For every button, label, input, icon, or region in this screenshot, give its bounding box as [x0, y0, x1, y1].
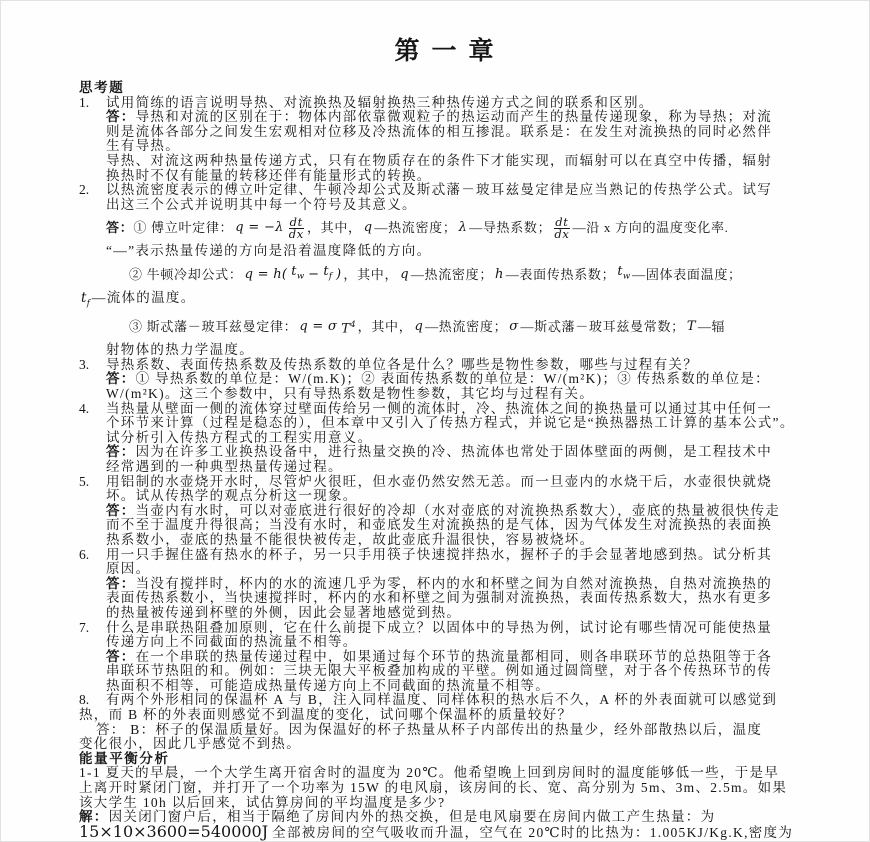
math-run: h [495, 266, 504, 282]
text-run: —热流密度； [374, 220, 457, 236]
text-run: 热面积不相等，可能造成热量传递方向上不同截面的热流量不相等。 [106, 677, 550, 693]
text-run: 全部被房间的空气吸收而升温，空气在 20℃时的比热为：1.005KJ/Kg.K,密度为 [272, 824, 794, 840]
text-run: —表面传热系数； [505, 266, 616, 282]
text-run: 导热系数、表面传热系数及传热系数的单位各是什么？哪些是物性参数，哪些与过程有关？ [106, 356, 698, 372]
text-run: 个环节来计算（过程是稳态的），但本章中又引入了传热方程式，并说它是“换热器热工计算的基本公式”。 [106, 415, 795, 431]
question-line [79, 693, 821, 708]
text-line [79, 591, 821, 606]
text-run: 原因。 [106, 561, 151, 577]
text-run: —热流密度； [425, 318, 508, 334]
section-heading [79, 81, 821, 96]
text-run: 生有导热。 [106, 138, 180, 154]
text-line [79, 291, 821, 311]
text-run: 答： B：杯子的保温质量好。因为保温好的杯子热量从杯子内部传出的热量少，经外部散热以后，温度 [96, 721, 763, 737]
chapter-title: 第一章 [394, 38, 506, 65]
text-run: 导热、对流这两种热量传递方式，只有在物质存在的条件下才能实现，而辐射可以在真空中传播，辐射 [106, 152, 772, 168]
text-run: —流体的温度。 [91, 289, 196, 305]
page-content [79, 31, 821, 840]
bold-label: 答： [106, 220, 134, 236]
math-run: ) [336, 266, 342, 282]
text-run: 串联环节热阻的和。例如：三块无限大平板叠加构成的平壁。例如通过圆筒壁，对于各个传热环节的传 [106, 663, 772, 679]
text-line [79, 198, 821, 213]
text-line [79, 169, 821, 184]
bold-label: 答： [106, 575, 136, 591]
text-run: 什么是串联热阻叠加原则，它在什么前提下成立？以固体中的导热为例，试讨论有哪些情况可能使热量 [106, 619, 772, 635]
text-line [79, 518, 821, 533]
text-line [79, 460, 821, 475]
text-run: 思考题 [79, 80, 125, 95]
text-line [79, 533, 821, 548]
bold-label: 答： [106, 648, 136, 664]
text-line [79, 635, 821, 650]
text-run: 1-1 夏天的早晨，一个大学生离开宿舍时的温度为 20℃。他希望晚上回到房间时的温度能够低一些，于是早 [79, 765, 780, 781]
question-line [79, 621, 821, 636]
text-run: 出这三个公式并说明其中每一个符号及其意义。 [106, 196, 417, 212]
text-run: 在一个串联的热量传递过程中，如果通过每个环节的热流量都相同，则各串联环节的总热阻等于各 [135, 648, 773, 664]
math-run: q [414, 318, 424, 334]
text-run: 的热量被传递到杯壁的外侧，因此会显著地感觉到热。 [106, 604, 462, 620]
text-run: —辐 [697, 318, 726, 334]
text-line [79, 606, 821, 621]
text-run: W/(m²K)。这三个参数中，只有导热系数是物性参数，其它均与过程有关。 [106, 386, 595, 401]
text-line [79, 313, 821, 341]
text-line [79, 664, 821, 679]
question-number: 1. [79, 94, 90, 110]
text-run: ，其中， [306, 220, 362, 236]
text-run: 因关闭门窗户后，相当于隔绝了房间内外的热交换，但是电风扇要在房间内做工产生热量：为 [108, 809, 716, 825]
text-run: 上离开时紧闭门窗，并打开了一个功率为 15W 的电风扇，该房间的长、宽、高分别为 5m、3m、2.5m。如果 [79, 780, 788, 796]
text-run: 导热和对流的区别在于：物体内部依靠微观粒子的热运动而产生的热量传递现象，称为导热；对流 [135, 109, 773, 125]
bold-label: 答： [106, 371, 136, 387]
text-run: —导热系数； [469, 220, 552, 236]
bold-label: 答： [106, 444, 136, 460]
math-run: q = −λ [235, 220, 284, 236]
text-run: 换热时不仅有能量的转移还伴有能量形式的转换。 [106, 167, 432, 183]
question-number: 4. [79, 400, 90, 416]
math-run: − [308, 266, 320, 282]
text-run: “—”表示热量传递的方向是沿着温度降低的方向。 [106, 243, 432, 259]
text-line [79, 343, 821, 358]
text-line [79, 372, 821, 387]
text-line [79, 214, 821, 242]
math-run: σ [509, 318, 519, 334]
text-run: 能量平衡分析 [79, 750, 170, 766]
math-run: q [363, 220, 373, 236]
text-run: 用一只手握住盛有热水的杯子，另一只手用筷子快速搅拌热水，握杯子的手会显著地感到热。试分析其 [106, 546, 772, 562]
math-subscript: $t_w$ [291, 264, 305, 282]
math-subscript: $t_f$ [81, 289, 90, 309]
text-line [79, 261, 821, 289]
math-expression: 15×10×3600=540000J [79, 821, 269, 841]
fraction: $\frac{dt}{dx}$ [554, 214, 570, 241]
text-line [79, 139, 821, 154]
text-line [79, 708, 821, 723]
math-run: T [686, 318, 696, 334]
text-line [79, 489, 821, 504]
question-line [79, 96, 821, 111]
text-line [79, 125, 821, 140]
question-line [79, 183, 821, 198]
text-run: 表面传热系数小，当快速搅拌时，杯内的水和杯壁之间为强制对流换热，表面传热系数大，热水有更多 [106, 590, 772, 606]
fraction: $\frac{dt}{dx}$ [288, 214, 304, 241]
text-line [79, 445, 821, 460]
math-run: q = h( [244, 266, 288, 282]
text-run: ① 傅立叶定律： [133, 220, 234, 236]
text-line [79, 387, 821, 402]
text-run: 而不至于温度升得很高；当没有水时，和壶底发生对流换热的是气体，因为气体发生对流换热的表面换 [106, 517, 772, 533]
text-run: 当壶内有水时，可以对壶底进行很好的冷却（水对壶底的对流换热系数大），壶底的热量被很快传走 [135, 502, 781, 518]
text-run: 当热量从壁面一侧的流体穿过壁面传给另一侧的流体时，冷、热流体之间的换热量可以通过其中任何一 [106, 400, 772, 416]
text-run: 热，而 B 杯的外表面则感觉不到温度的变化，试问哪个保温杯的质量较好？ [79, 707, 573, 723]
math-run: q = σ [299, 318, 338, 334]
bold-label: 答： [106, 502, 136, 518]
bold-label: 解： [79, 809, 109, 825]
text-run: 当没有搅拌时，杯内的水的流速几乎为零，杯内的水和杯壁之间为自然对流换热，自热对流换热的 [135, 575, 773, 591]
math-run: q [400, 266, 409, 282]
text-run: —热流密度； [410, 266, 494, 282]
text-line [79, 766, 821, 781]
math-subscript: $t_f$ [323, 264, 332, 282]
text-run: 传递方向上不同截面的热流量不相等。 [106, 634, 358, 650]
text-run: —固体表面温度； [632, 266, 742, 282]
text-run: —斯忒藩－玻耳兹曼常数； [520, 318, 685, 334]
text-line [79, 562, 821, 577]
text-run: —沿 x 方向的温度变化率. [572, 220, 729, 236]
text-run: 试分析引入传热方程式的工程实用意义。 [106, 429, 373, 445]
text-run: 变化很小，因此几乎感觉不到热。 [79, 736, 301, 752]
text-run: 因为在许多工业换热设备中，进行热量交换的冷、热流体也常处于固体壁面的两侧，是工程技术中 [135, 444, 773, 460]
question-number: 7. [79, 619, 90, 635]
text-run: 射物体的热力学温度。 [106, 342, 254, 358]
text-line [79, 110, 821, 125]
question-line [79, 402, 821, 417]
document-body [79, 81, 821, 840]
text-run: ，其中， [357, 318, 413, 334]
bold-label: 答： [106, 109, 136, 125]
text-run: 试用简练的语言说明导热、对流换热及辐射换热三种热传递方式之间的联系和区别。 [106, 94, 654, 110]
text-run: 用铝制的水壶烧开水时，尽管炉火很旺，但水壶仍然安然无恙。而一旦壶内的水烧干后，水壶很快就烧 [106, 473, 772, 489]
text-run: 热系数小，壶底的热量不能很快被传走，故此壶底升温很快，容易被烧坏。 [106, 531, 595, 547]
text-line [79, 154, 821, 169]
text-run: 经常遇到的一种典型热量传递过程。 [106, 458, 343, 474]
text-line [79, 781, 821, 796]
math-run: λ [458, 220, 468, 236]
text-run: 则是流体各部分之间发生宏观相对位移及冷热流体的相互掺混。联系是：在发生对流换热的同时必然伴 [106, 123, 772, 139]
text-run: 坏。试从传热学的观点分析这一现象。 [106, 488, 358, 504]
math-subscript: $t_w$ [617, 264, 631, 282]
text-run: 该大学生 10h 以后回来，试估算房间的平均温度是多少? [79, 794, 446, 810]
text-run: 以热流密度表示的傅立叶定律、牛顿冷却公式及斯忒藩－玻耳兹曼定律是应当熟记的传热学公式。试写 [106, 182, 772, 198]
question-number: 5. [79, 473, 90, 489]
question-line [79, 475, 821, 490]
text-run: ② 牛顿冷却公式： [129, 266, 243, 282]
text-run: ③ 斯忒藩－玻耳兹曼定律： [129, 318, 298, 334]
text-run: ① 导热系数的单位是：W/(m.K)；② 表面传热系数的单位是：W/(m²K)；③ 传热系数的单位是： [135, 371, 770, 387]
question-number: 8. [79, 692, 90, 708]
question-number: 3. [79, 356, 90, 372]
text-run: 有两个外形相同的保温杯 A 与 B，注入同样温度、同样体积的热水后不久，A 杯的外表面就可以感觉到 [106, 692, 778, 708]
text-line [79, 416, 821, 431]
question-number: 6. [79, 546, 90, 562]
math-superscript: $T^4$ [341, 319, 356, 337]
text-line [79, 821, 821, 841]
text-line [79, 737, 821, 752]
text-run: ，其中， [343, 266, 399, 282]
question-number: 2. [79, 182, 90, 198]
question-line [79, 548, 821, 563]
text-line [79, 244, 821, 259]
